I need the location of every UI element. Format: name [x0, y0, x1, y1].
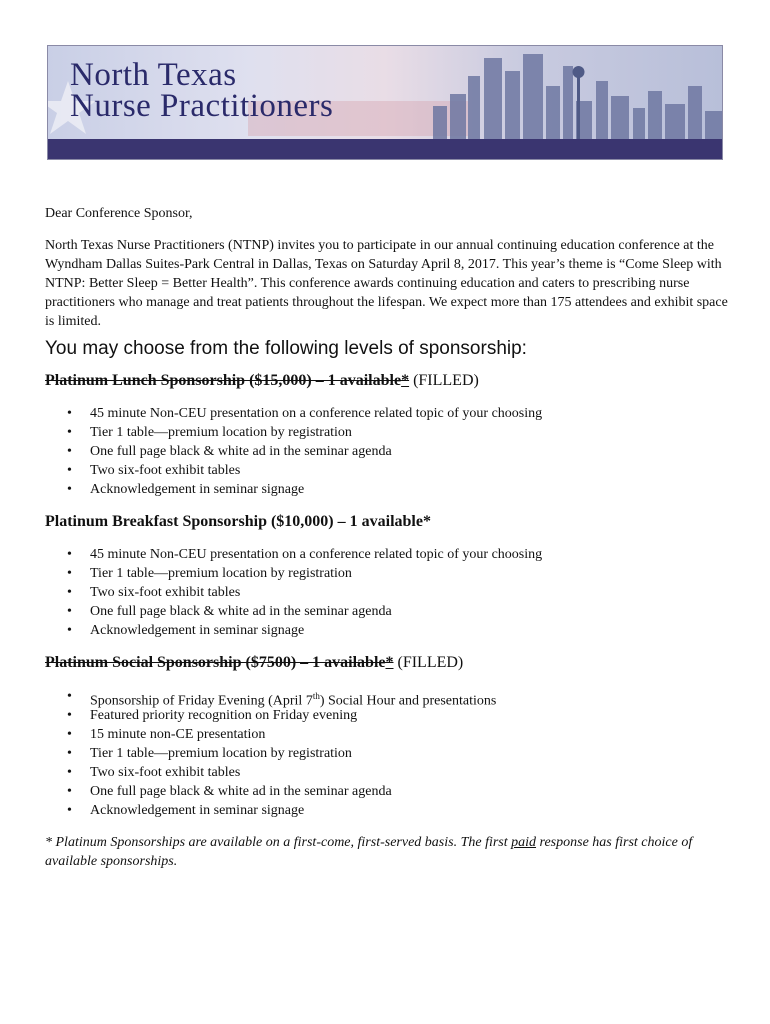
lunch-sponsorship-heading	[45, 372, 479, 390]
header-banner	[47, 45, 723, 160]
intro-paragraph: North Texas Nurse Practitioners (NTNP) invites you to participate in our annual continuing education conference at the Wyndham Dallas Suites-Park Central in Dallas, Texas on Saturday April 8, 2017. This year’s theme is “Come Sleep with NTNP: Better Sleep = Better Health”. This conference awards continuing education and caters to prescribing nurse practitioners who manage and treat patients throughout the lifespan. We expect more than 175 attendees and exhibit space is limited.	[45, 238, 728, 329]
item-text: ) Social Hour and presentations	[319, 693, 497, 709]
social-sponsorship-heading	[45, 654, 463, 672]
list-item: • Featured priority recognition on Friday evening	[45, 706, 496, 725]
title-line-2: Nurse Practitioners	[70, 88, 334, 124]
list-item: • One full page black & white ad in the seminar agenda	[45, 782, 496, 801]
social-title: Platinum Social Sponsorship ($7500) – 1 available	[45, 654, 386, 671]
note-text: * Platinum Sponsorships are available on a first-come, first-served basis. The first	[45, 835, 512, 850]
list-item: • Two six-foot exhibit tables	[45, 763, 496, 782]
breakfast-sponsorship-heading: Platinum Breakfast Sponsorship ($10,000) – 1 available*	[45, 513, 431, 530]
ordinal-suffix: th	[312, 691, 320, 701]
note-text: response has first choice of available sponsorships.	[45, 835, 693, 869]
social-status: (FILLED)	[397, 654, 464, 671]
list-item: • Tier 1 table—premium location by registration	[45, 744, 496, 763]
levels-heading: You may choose from the following levels of sponsorship:	[45, 338, 527, 359]
social-star: *	[385, 654, 394, 671]
lunch-title: Platinum Lunch Sponsorship ($15,000) – 1 available	[45, 372, 402, 389]
list-item: • 45 minute Non-CEU presentation on a conference related topic of your choosing	[45, 545, 542, 564]
breakfast-benefits-list	[45, 545, 542, 640]
social-benefits-list	[45, 687, 496, 820]
list-item: • 15 minute non-CE presentation	[45, 725, 496, 744]
list-item: • Acknowledgement in seminar signage	[45, 801, 496, 820]
organization-title	[70, 57, 334, 124]
lunch-star: *	[401, 372, 410, 389]
list-item: • Tier 1 table—premium location by registration	[45, 423, 542, 442]
availability-note	[45, 833, 725, 871]
lunch-status: (FILLED)	[413, 372, 479, 389]
item-text: Sponsorship of Friday Evening (April 7	[90, 693, 313, 709]
list-item: • One full page black & white ad in the seminar agenda	[45, 602, 542, 621]
list-item	[45, 687, 497, 709]
list-item: • One full page black & white ad in the seminar agenda	[45, 442, 542, 461]
list-item: • Acknowledgement in seminar signage	[45, 621, 542, 640]
list-item: • 45 minute Non-CEU presentation on a conference related topic of your choosing	[45, 404, 542, 423]
list-item: • Two six-foot exhibit tables	[45, 461, 542, 480]
title-line-1: North Texas	[70, 57, 237, 93]
note-underlined: paid	[511, 835, 537, 850]
salutation: Dear Conference Sponsor,	[45, 206, 193, 221]
list-item: • Two six-foot exhibit tables	[45, 583, 542, 602]
list-item: • Acknowledgement in seminar signage	[45, 480, 542, 499]
banner-bottom-bar	[48, 139, 722, 159]
list-item: • Tier 1 table—premium location by registration	[45, 564, 542, 583]
lunch-benefits-list	[45, 404, 542, 499]
